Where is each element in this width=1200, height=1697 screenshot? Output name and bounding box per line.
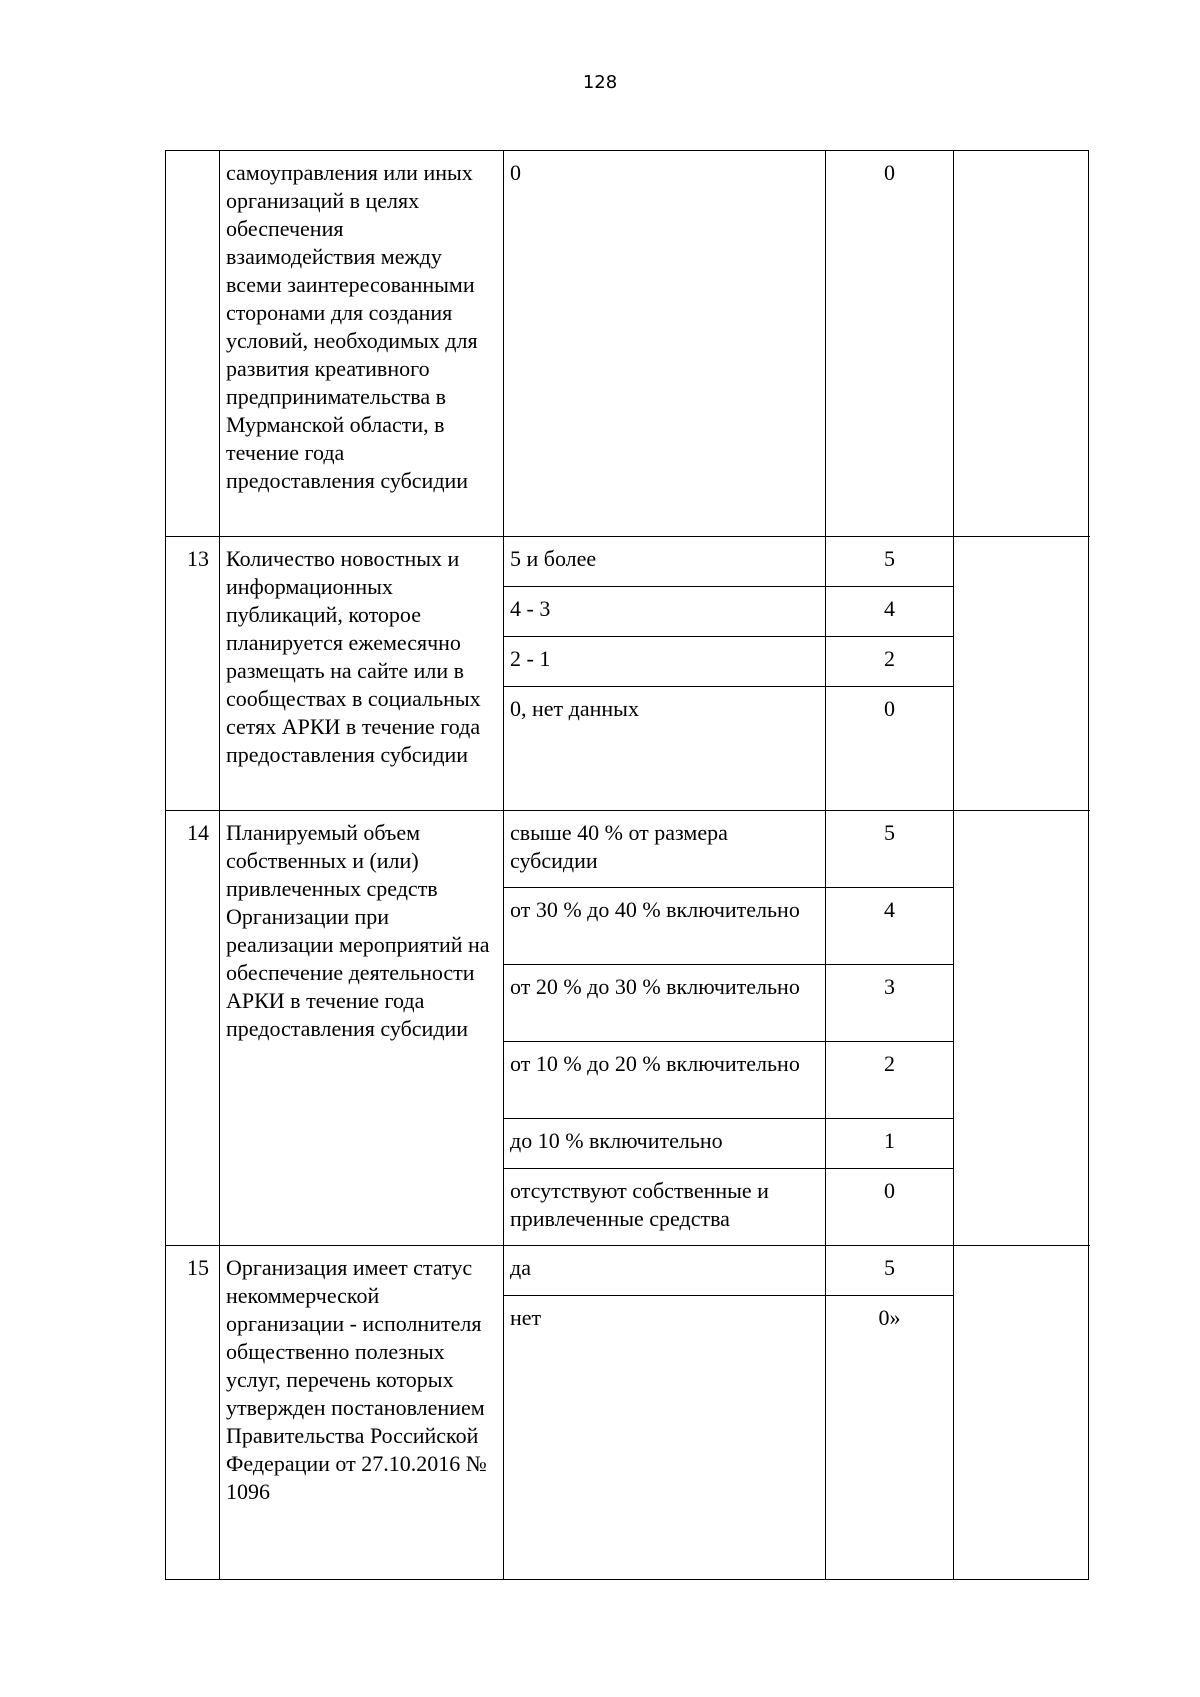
page-number: 128 <box>582 72 618 93</box>
option-points-cell: 0» <box>826 1296 954 1579</box>
option-points-cell: 2 <box>826 1042 954 1119</box>
criterion-cell: Количество новостных и информационных публикаций, которое планируется ежемесячно размещать на сайте или в сообществах в социальных сетях АРКИ в течение года предоставления субсидии <box>220 537 504 811</box>
option-points-cell: 5 <box>826 1246 954 1296</box>
option-points-cell: 0 <box>826 151 954 537</box>
option-value-cell: свыше 40 % от размера субсидии <box>504 811 826 888</box>
option-value-cell: 0 <box>504 151 826 537</box>
option-value-cell: 4 - 3 <box>504 587 826 637</box>
row-number-cell: 14 <box>166 811 220 1246</box>
option-points-cell: 0 <box>826 687 954 811</box>
option-points-cell: 4 <box>826 888 954 965</box>
criterion-cell: Планируемый объем собственных и (или) привлеченных средств Организации при реализации мероприятий на обеспечение деятельности АРКИ в течение года предоставления субсидии <box>220 811 504 1246</box>
criterion-cell: самоуправления или иных организаций в целях обеспечения взаимодействия между всеми заинтересованными сторонами для создания условий, необходимых для развития креативного предпринимательства в Мурманской области, в течение года предоставления субсидии <box>220 151 504 537</box>
option-points-cell: 1 <box>826 1119 954 1169</box>
criteria-table <box>165 150 1089 1580</box>
row-number-cell: 13 <box>166 537 220 811</box>
option-points-cell: 2 <box>826 637 954 687</box>
row-number-cell <box>166 151 220 537</box>
option-value-cell: от 20 % до 30 % включительно <box>504 965 826 1042</box>
option-points-cell: 3 <box>826 965 954 1042</box>
option-value-cell: нет <box>504 1296 826 1579</box>
row-number-cell: 15 <box>166 1246 220 1579</box>
option-value-cell: от 10 % до 20 % включительно <box>504 1042 826 1119</box>
empty-cell <box>954 151 1090 537</box>
option-points-cell: 5 <box>826 537 954 587</box>
empty-cell <box>954 537 1090 811</box>
criterion-cell: Организация имеет статус некоммерческой организации - исполнителя общественно полезных услуг, перечень которых утвержден постановлением Правительства Российской Федерации от 27.10.2016 № 1096 <box>220 1246 504 1579</box>
option-points-cell: 4 <box>826 587 954 637</box>
option-value-cell: 0, нет данных <box>504 687 826 811</box>
option-value-cell: да <box>504 1246 826 1296</box>
option-value-cell: отсутствуют собственные и привлеченные средства <box>504 1169 826 1246</box>
option-value-cell: до 10 % включительно <box>504 1119 826 1169</box>
empty-cell <box>954 811 1090 1246</box>
option-value-cell: 5 и более <box>504 537 826 587</box>
option-value-cell: от 30 % до 40 % включительно <box>504 888 826 965</box>
option-points-cell: 0 <box>826 1169 954 1246</box>
option-points-cell: 5 <box>826 811 954 888</box>
option-value-cell: 2 - 1 <box>504 637 826 687</box>
empty-cell <box>954 1246 1090 1579</box>
